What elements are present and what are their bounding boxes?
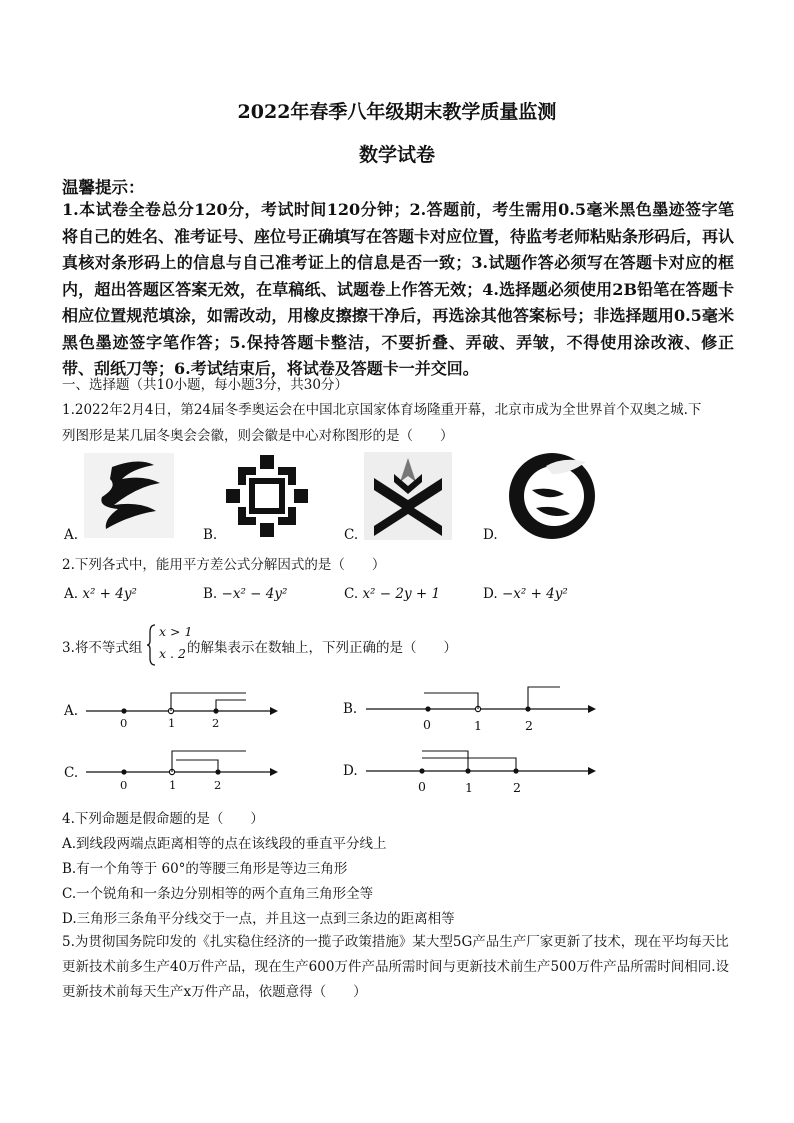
q3-numberline-b bbox=[364, 683, 604, 735]
q3-option-a-label: A. bbox=[64, 703, 79, 719]
q1-option-b-label: B. bbox=[203, 527, 218, 543]
q3-numberline-c bbox=[84, 742, 284, 794]
q3-a-tick-0: 0 bbox=[120, 716, 128, 730]
emblem-c-icon bbox=[364, 452, 452, 540]
q3-d-tick-2: 2 bbox=[513, 780, 521, 795]
q4-option-a: A.到线段两端点距离相等的点在该线段的垂直平分线上 bbox=[62, 836, 387, 852]
q3-c-tick-2: 2 bbox=[214, 778, 222, 792]
notice-label: 温馨提示： bbox=[62, 178, 145, 197]
q1-option-c-label: C. bbox=[344, 527, 359, 543]
brace-icon bbox=[147, 624, 157, 666]
section-heading: 一、选择题（共10小题，每小题3分，共30分） bbox=[62, 377, 348, 393]
q2-option-a: A. x² + 4y² bbox=[64, 586, 137, 602]
q3-d-tick-1: 1 bbox=[465, 780, 473, 795]
q3-option-c-label: C. bbox=[64, 765, 79, 781]
q2-option-c: C. x² − 2y + 1 bbox=[344, 586, 441, 602]
q3-b-tick-2: 2 bbox=[525, 718, 533, 733]
q3-option-b-label: B. bbox=[343, 701, 358, 717]
q5-text: 5.为贯彻国务院印发的《扎实稳住经济的一揽子政策措施》某大型5G产品生产厂家更新了技术，现在平均每天比更新技术前多生产40万件产品，现在生产600万件产品所需时间与更新技术前生产500万件产品所需时间相同.设更新技术前每天生产x万件产品，依题意得（ ） bbox=[62, 934, 730, 1000]
notice-text: 1.本试卷全卷总分120分，考试时间120分钟；2.答题前，考生需用0.5毫米黑色墨迹签字笔将自己的姓名、准考证号、座位号正确填写在答题卡对应位置，待监考老师粘贴条形码后，再认真核对条形码上的信息与自己准考证上的信息是否一致；3.试题作答必须写在答题卡对应的框内，超出答题区答案无效，在草稿纸、试题卷上作答无效；4.选择题必须使用2B铅笔在答题卡相应位置规范填涂，如需改动，用橡皮擦擦干净后，再选涂其他答案标号；非选择题用0.5毫米黑色墨迹签字笔作答；5.保持答题卡整洁，不要折叠、弄破、弄皱，不得使用涂改液、修正带、刮纸刀等；6.考试结束后，将试卷及答题卡一并交回。 bbox=[62, 200, 735, 378]
q3-d-tick-0: 0 bbox=[418, 779, 426, 794]
q3-b-tick-1: 1 bbox=[474, 718, 482, 733]
q1-stem-line1: 1.2022年2月4日，第24届冬季奥运会在中国北京国家体育场隆重开幕，北京市成为全世界首个双奥之城.下 bbox=[62, 402, 702, 418]
q3-numberline-d bbox=[364, 745, 604, 797]
q3-numberline-a bbox=[84, 680, 284, 732]
q3-b-tick-0: 0 bbox=[423, 717, 431, 732]
q4-option-d: D.三角形三条角平分线交于一点，并且这一点到三条边的距离相等 bbox=[62, 911, 455, 927]
q2-option-d: D. −x² + 4y² bbox=[483, 586, 568, 602]
q3-c-tick-0: 0 bbox=[120, 778, 128, 792]
emblem-d-icon bbox=[506, 450, 598, 542]
page-subtitle: 数学试卷 bbox=[358, 144, 435, 166]
q3-suffix: 的解集表示在数轴上，下列正确的是（ ） bbox=[187, 640, 457, 656]
emblem-a-icon bbox=[84, 453, 174, 538]
q3-ineq-1: x > 1 bbox=[159, 624, 193, 639]
q4-option-b: B.有一个角等于 60°的等腰三角形是等边三角形 bbox=[62, 861, 348, 877]
q3-a-tick-1: 1 bbox=[168, 716, 176, 730]
q1-stem-line2: 列图形是某几届冬奥会会徽，则会徽是中心对称图形的是（ ） bbox=[62, 428, 454, 444]
emblem-b-icon bbox=[224, 453, 310, 539]
q1-option-a-label: A. bbox=[64, 527, 79, 543]
q1-option-d-label: D. bbox=[483, 527, 498, 543]
page-title: 2022年春季八年级期末教学质量监测 bbox=[237, 101, 557, 123]
q3-option-d-label: D. bbox=[343, 763, 358, 779]
q3-a-tick-2: 2 bbox=[212, 716, 220, 730]
q4-option-c: C.一个锐角和一条边分别相等的两个直角三角形全等 bbox=[62, 886, 374, 902]
q3-prefix: 3.将不等式组 bbox=[62, 640, 143, 656]
q3-c-tick-1: 1 bbox=[169, 778, 177, 792]
q2-stem: 2.下列各式中，能用平方差公式分解因式的是（ ） bbox=[62, 557, 386, 573]
q3-ineq-2: x . 2 bbox=[159, 646, 186, 661]
q4-stem: 4.下列命题是假命题的是（ ） bbox=[62, 811, 264, 827]
q3-inequality-system bbox=[147, 624, 193, 666]
q2-option-b: B. −x² − 4y² bbox=[203, 586, 288, 602]
